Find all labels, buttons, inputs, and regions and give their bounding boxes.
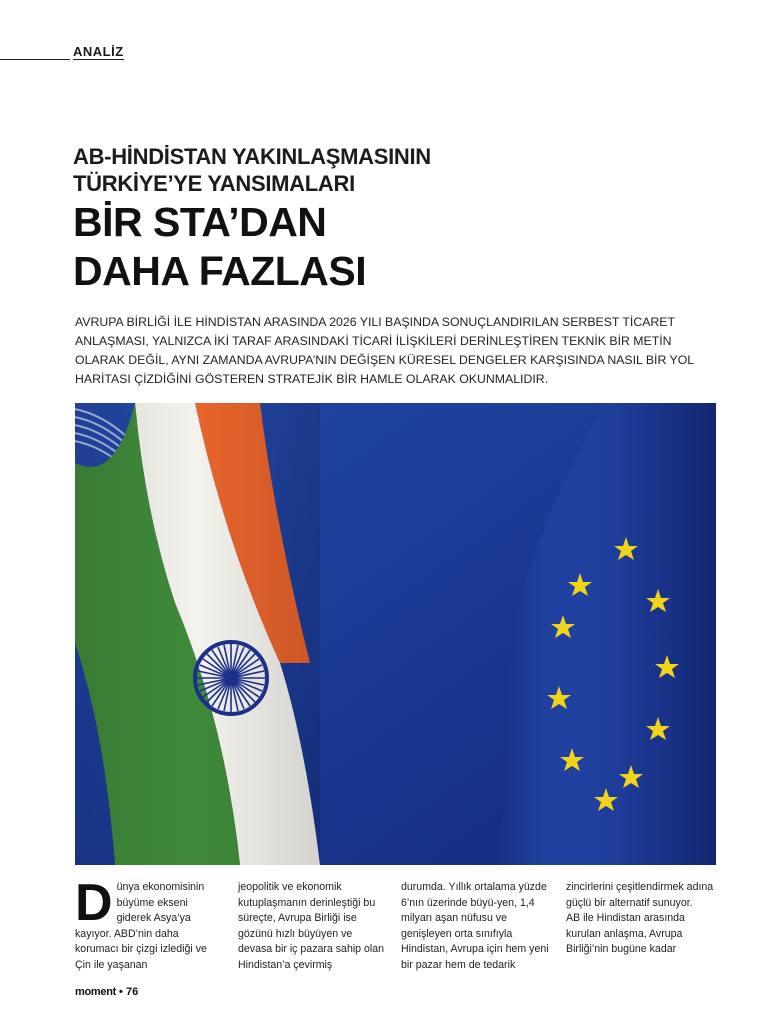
lead-paragraph: AVRUPA BİRLİĞİ İLE HİNDİSTAN ARASINDA 2026 YILI BAŞINDA SONUÇLANDIRILAN SERBEST TİCARET ANLAŞMASI, YALNIZCA İKİ TARAF ARASINDAKİ TİCARİ İLİŞKİLERİ DERİNLEŞTİREN TEKNİK BİR METİN OLARAK DEĞİL, AYNI ZAMANDA AVRUPA’NIN DEĞİŞEN KÜRESEL DENGELER KARŞISINDA NASIL BİR YOL HARİTASI ÇİZDİĞİNİ GÖSTEREN STRATEJİK BİR HAMLE OLARAK OKUNMALIDIR. — [75, 315, 694, 386]
kicker-line-1: AB-HİNDİSTAN YAKINLAŞMASININ — [73, 144, 431, 169]
magazine-logo: moment — [75, 986, 116, 998]
body-column-4 — [566, 880, 716, 958]
body-column-1-text: ünya ekonomisinin büyüme ekseni giderek Asya’ya kayıyor. ABD’nin daha korumacı bir çizgi izlediği ve Çin ile yaşanan — [75, 881, 207, 971]
kicker-line-2: TÜRKİYE’YE YANSIMALARI — [73, 171, 355, 196]
body-column-3-text: durumda. Yıllık ortalama yüzde 6’nın üzerinde büyü-yen, 1,4 milyarı aşan nüfusu ve genişleyen orta sınıfıyla Hindistan, Avrupa için hem yeni bir pazar hem de tedarik — [401, 881, 549, 971]
page-footer — [75, 986, 138, 998]
body-column-1 — [75, 874, 225, 973]
kicker — [73, 143, 431, 197]
body-column-2 — [238, 880, 388, 973]
ashoka-chakra — [195, 642, 267, 714]
page-number: • 76 — [119, 986, 139, 998]
flags-photo — [75, 403, 716, 865]
headline — [73, 198, 366, 296]
body-column-4-text-b: AB ile Hindistan arasında kurulan anlaşma, Avrupa Birliği’nin bugüne kadar — [566, 912, 685, 955]
section-rule — [0, 59, 70, 60]
body-column-4-text-a: zincirlerini çeşitlendirmek adına güçlü bir alternatif sunuyor. — [566, 881, 714, 909]
body-column-3 — [401, 880, 551, 973]
body-columns — [75, 874, 720, 972]
dropcap: D — [75, 874, 113, 932]
headline-line-2: DAHA FAZLASI — [73, 248, 367, 294]
body-column-2-text: jeopolitik ve ekonomik kutuplaşmanın derinleştiği bu süreçte, Avrupa Birliği ise gözünü hızlı büyüyen ve devasa bir iç pazara sahip olan Hindistan’a çevirmiş — [238, 881, 385, 971]
section-label: ANALİZ — [73, 44, 124, 59]
headline-line-1: BİR STA’DAN — [73, 199, 327, 245]
india-flag — [75, 403, 320, 865]
